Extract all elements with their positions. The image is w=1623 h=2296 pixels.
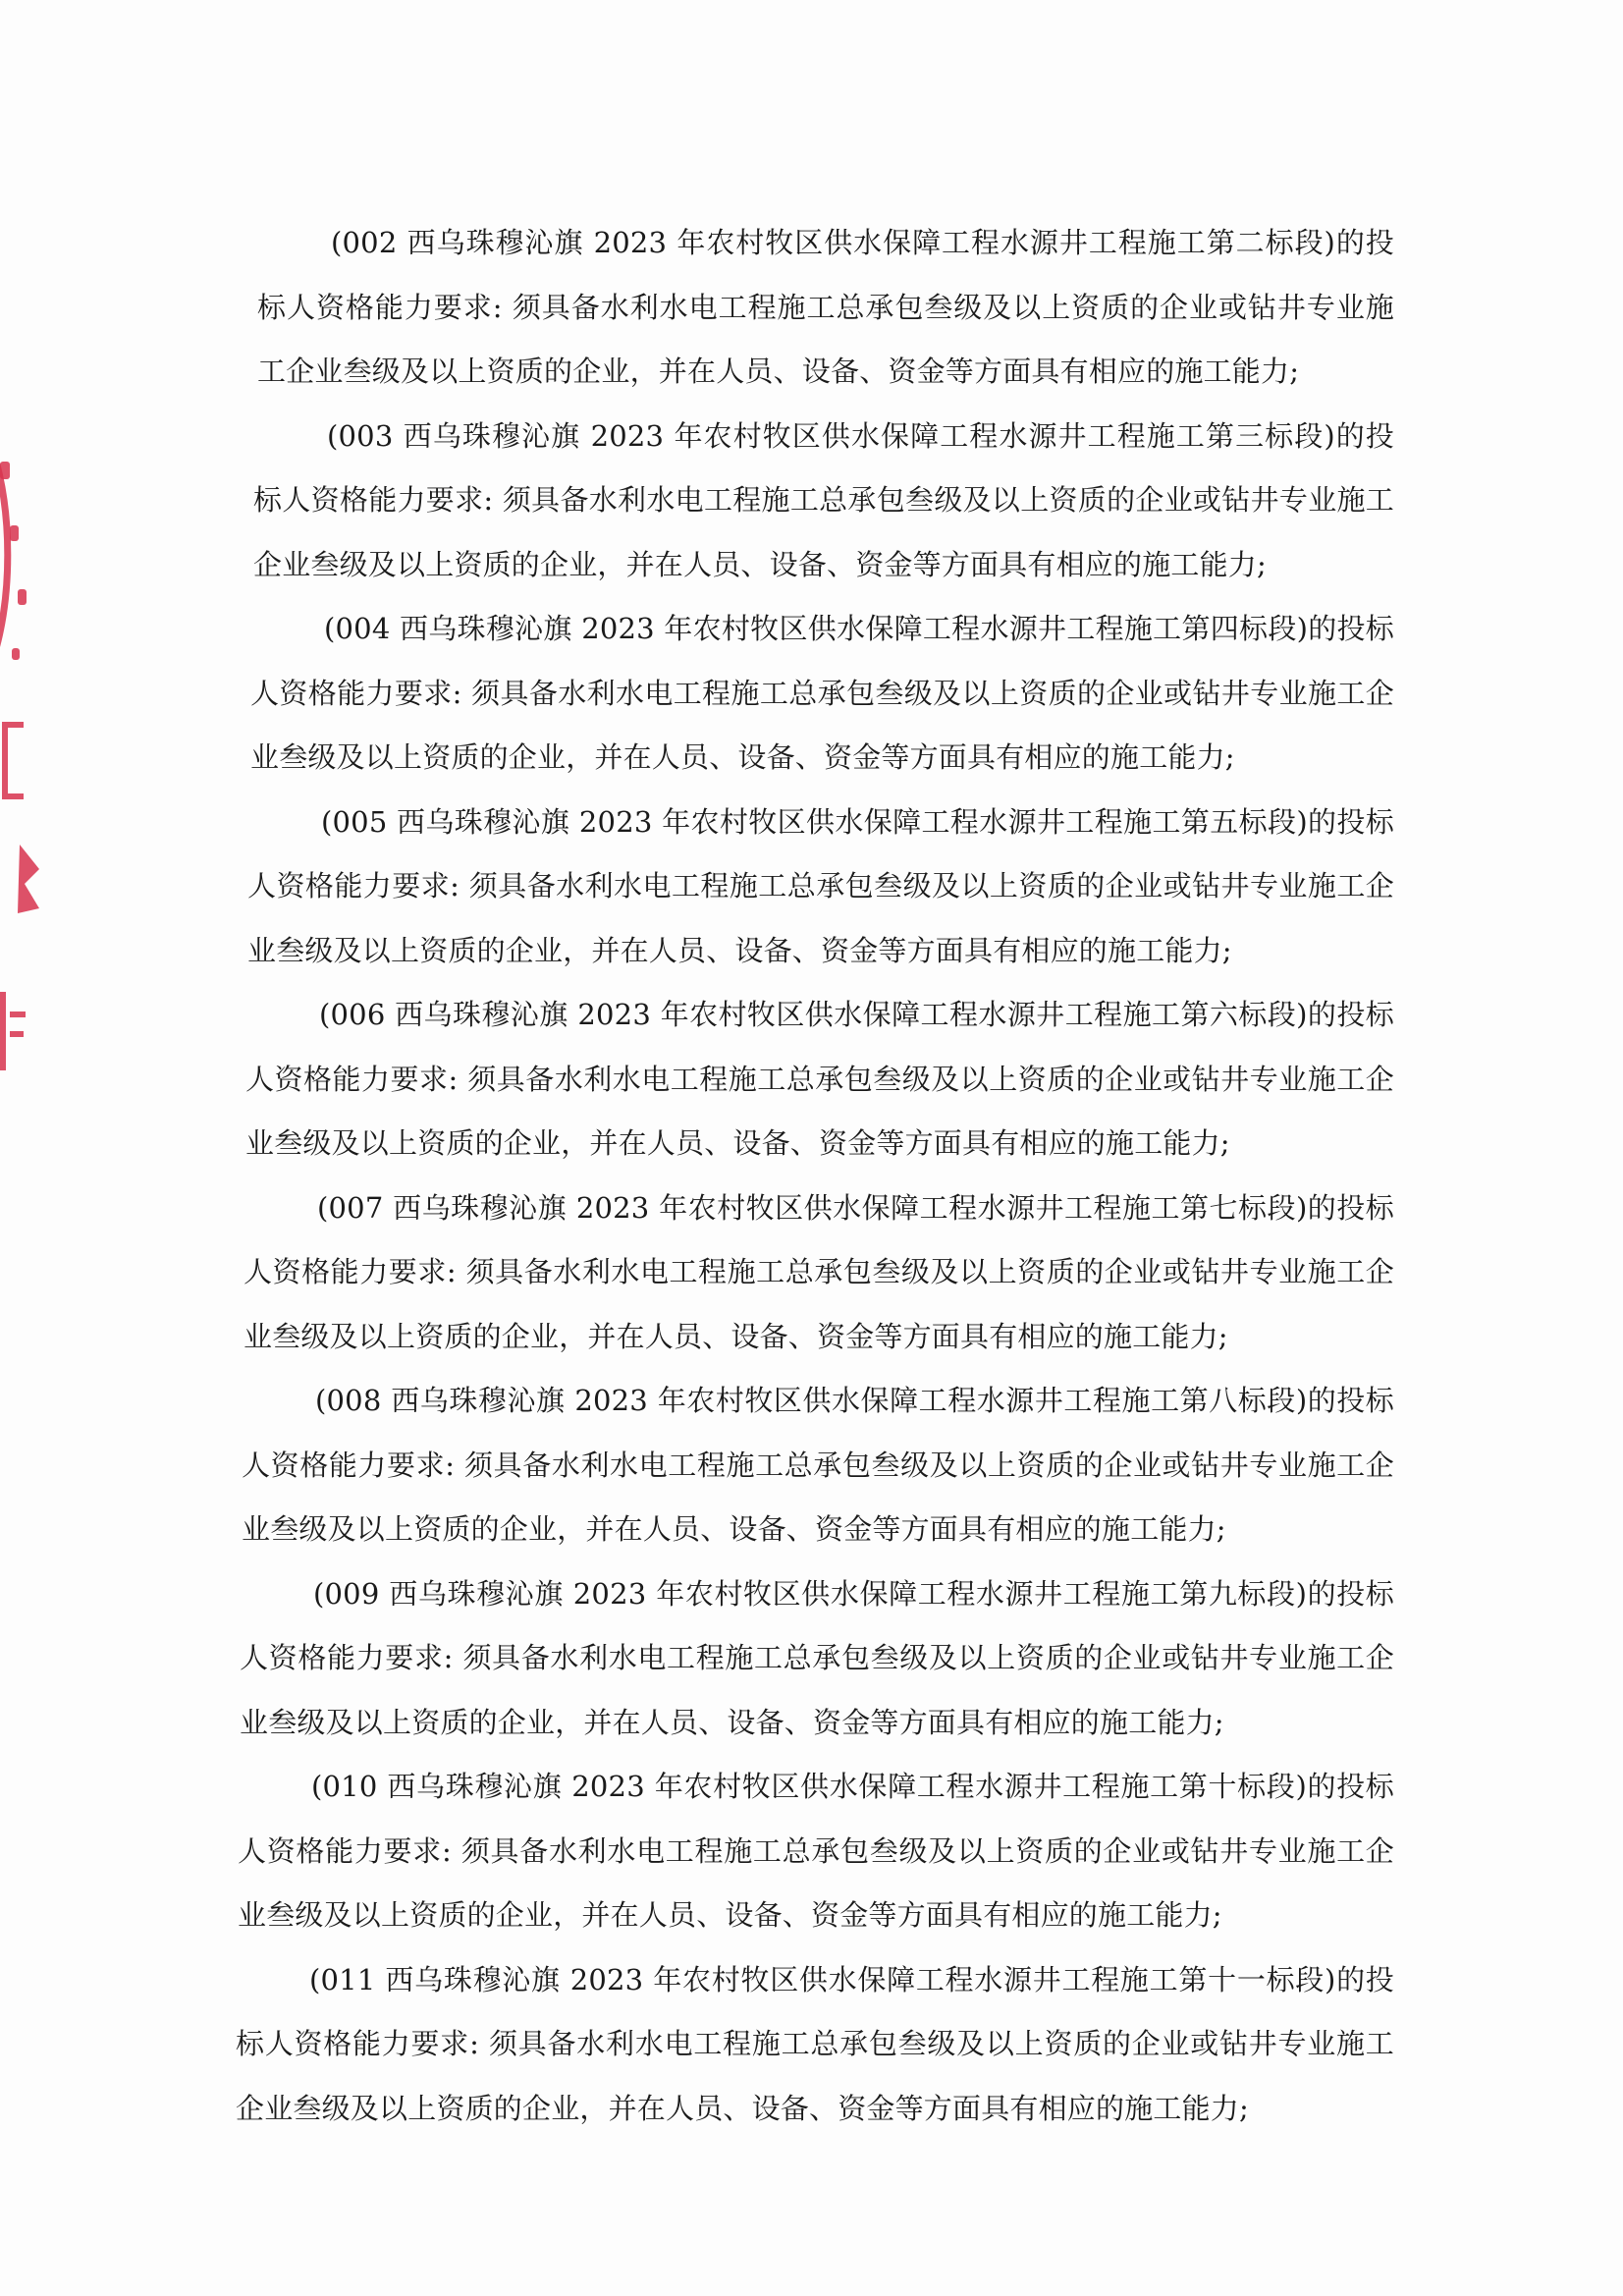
document-body [236, 211, 1394, 2141]
paragraph-section-010: (010 西乌珠穆沁旗 2023 年农村牧区供水保障工程水源井工程施工第十标段)的投标人资格能力要求: 须具备水利水电工程施工总承包叁级及以上资质的企业或钻井专业施工企业叁级及以上资质的企业，并在人员、设备、资金等方面具有相应的施工能力; [238, 1770, 1394, 1932]
paragraph-section-008: (008 西乌珠穆沁旗 2023 年农村牧区供水保障工程水源井工程施工第八标段)的投标人资格能力要求: 须具备水利水电工程施工总承包叁级及以上资质的企业或钻井专业施工企业叁级及以上资质的企业，并在人员、设备、资金等方面具有相应的施工能力; [242, 1384, 1394, 1546]
paragraph-section-011: (011 西乌珠穆沁旗 2023 年农村牧区供水保障工程水源井工程施工第十一标段)的投标人资格能力要求: 须具备水利水电工程施工总承包叁级及以上资质的企业或钻井专业施工企业叁级及以上资质的企业，并在人员、设备、资金等方面具有相应的施工能力; [236, 1962, 1394, 2125]
paragraph-section-007: (007 西乌珠穆沁旗 2023 年农村牧区供水保障工程水源井工程施工第七标段)的投标人资格能力要求: 须具备水利水电工程施工总承包叁级及以上资质的企业或钻井专业施工企业叁级及以上资质的企业，并在人员、设备、资金等方面具有相应的施工能力; [243, 1190, 1394, 1353]
paragraph-section-002: (002 西乌珠穆沁旗 2023 年农村牧区供水保障工程水源井工程施工第二标段)的投标人资格能力要求: 须具备水利水电工程施工总承包叁级及以上资质的企业或钻井专业施工企业叁级及以上资质的企业，并在人员、设备、资金等方面具有相应的施工能力; [257, 226, 1394, 388]
paragraph-section-005: (005 西乌珠穆沁旗 2023 年农村牧区供水保障工程水源井工程施工第五标段)的投标人资格能力要求: 须具备水利水电工程施工总承包叁级及以上资质的企业或钻井专业施工企业叁级及以上资质的企业，并在人员、设备、资金等方面具有相应的施工能力; [247, 804, 1394, 967]
paragraph-section-009: (009 西乌珠穆沁旗 2023 年农村牧区供水保障工程水源井工程施工第九标段)的投标人资格能力要求: 须具备水利水电工程施工总承包叁级及以上资质的企业或钻井专业施工企业叁级及以上资质的企业，并在人员、设备、资金等方面具有相应的施工能力; [240, 1576, 1394, 1739]
paragraph-section-003: (003 西乌珠穆沁旗 2023 年农村牧区供水保障工程水源井工程施工第三标段)的投标人资格能力要求: 须具备水利水电工程施工总承包叁级及以上资质的企业或钻井专业施工企业叁级及以上资质的企业，并在人员、设备、资金等方面具有相应的施工能力; [253, 418, 1394, 581]
paragraph-section-006: (006 西乌珠穆沁旗 2023 年农村牧区供水保障工程水源井工程施工第六标段)的投标人资格能力要求: 须具备水利水电工程施工总承包叁级及以上资质的企业或钻井专业施工企业叁级及以上资质的企业，并在人员、设备、资金等方面具有相应的施工能力; [245, 998, 1394, 1160]
red-seal-stamp [0, 422, 49, 1070]
paragraph-section-004: (004 西乌珠穆沁旗 2023 年农村牧区供水保障工程水源井工程施工第四标段)的投标人资格能力要求: 须具备水利水电工程施工总承包叁级及以上资质的企业或钻井专业施工企业叁级及以上资质的企业，并在人员、设备、资金等方面具有相应的施工能力; [250, 612, 1394, 774]
